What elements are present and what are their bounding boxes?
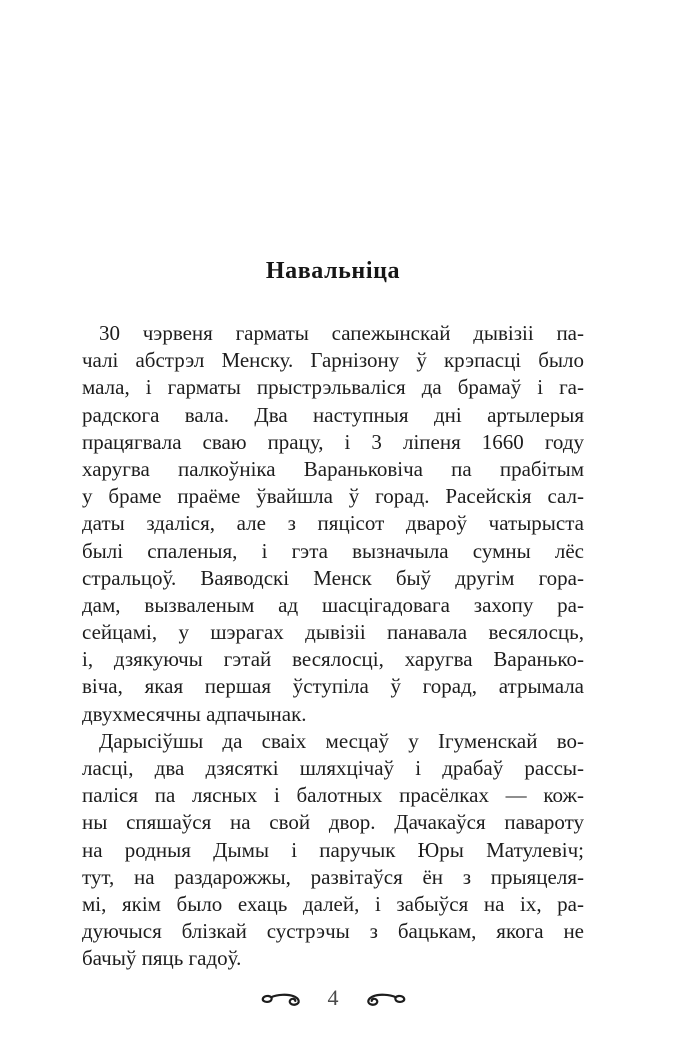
text-line: радскога вала. Два наступныя дні артылерыя (82, 402, 584, 427)
text-line: ны спяшаўся на свой двор. Дачакаўся павароту (82, 810, 584, 835)
text-line: працягвала сваю працу, і 3 ліпеня 1660 году (82, 429, 584, 454)
text-line: мі, якім было ехаць далей, і забыўся на іх, ра- (82, 891, 584, 916)
page-footer (82, 984, 584, 1014)
text-line: мала, і гарматы прыстрэльваліся да брамаў і га- (82, 375, 584, 400)
text-line: і, дзякуючы гэтай весялосці, харугва Варанько- (82, 647, 584, 672)
text-line: у браме праёме ўвайшла ў горад. Расейскія сал- (82, 484, 584, 509)
text-line: стральцоў. Ваяводскі Менск быў другім гора- (82, 565, 584, 590)
text-line: чалі абстрэл Менску. Гарнізону ў крэпасці было (82, 348, 584, 373)
text-line: двухмесячны адпачынак. (82, 701, 307, 726)
text-line: даты здаліся, але з пяцісот двароў чатырыста (82, 511, 584, 536)
text-line: віча, якая першая ўступіла ў горад, атрымала (82, 674, 584, 699)
text-line: на родныя Дымы і паручык Юры Матулевіч; (82, 837, 584, 862)
text-line: сейцамі, у шэрагах дывізіі панавала весялосць, (82, 620, 584, 645)
text-line: паліся па лясных і балотных прасёлках — кож- (82, 783, 584, 808)
chapter-title: Навальніца (265, 258, 401, 284)
scroll-flourish-icon (259, 992, 305, 1007)
text-line: тут, на раздарожжы, развітаўся ён з прыяцеля- (82, 864, 584, 889)
text-line: дуючыся блізкай сустрэчы з бацькам, якога не (82, 919, 584, 944)
text-line: 30 чэрвеня гарматы сапежынскай дывізіі па- (99, 321, 584, 345)
text-line: ласці, два дзясяткі шляхцічаў і драбаў рассы- (82, 756, 584, 780)
text-line: былі спаленыя, і гэта вызначыла сумны лёс (82, 538, 584, 563)
text-line: дам, вызваленым ад шасцігадовага захопу ра- (82, 592, 584, 617)
text-line: бачыў пяць гадоў. (82, 946, 242, 971)
text-line: харугва палкоўніка Вараньковіча па прабітым (82, 456, 584, 481)
page-number: 4 (327, 985, 339, 1010)
body-text (82, 320, 584, 973)
scroll-flourish-icon (362, 992, 408, 1007)
text-line: Дарысіўшы да сваіх месцаў у Ігуменскай во- (99, 728, 584, 753)
